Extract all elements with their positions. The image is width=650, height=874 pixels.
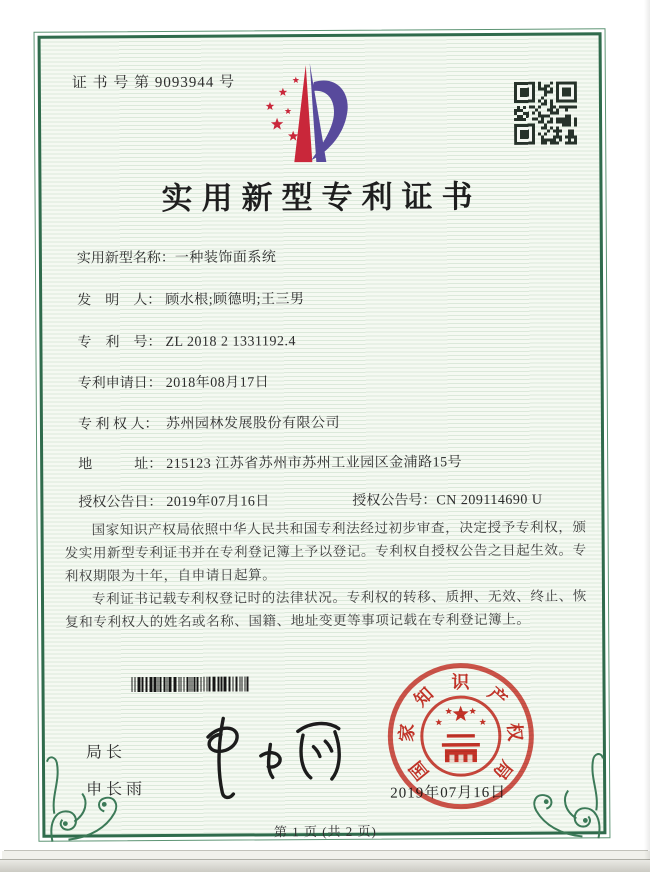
seal-char: 识 — [451, 672, 470, 693]
field-value: CN 209114690 U — [436, 492, 543, 509]
field-value: 顾水根;顾德明;王三男 — [165, 292, 305, 308]
field-row-address — [78, 450, 590, 473]
field-label: 专利申请日： — [77, 375, 162, 392]
paper-edge — [2, 851, 650, 859]
barcode — [131, 676, 249, 692]
signer-name: 申长雨 — [86, 781, 147, 799]
seal-char: 家 — [396, 723, 418, 743]
field-row-filing-date — [78, 369, 590, 392]
field-label: 地 址： — [78, 456, 163, 473]
qr-code — [514, 81, 577, 144]
seal-char: 国 — [405, 757, 433, 784]
field-row-patent-number — [77, 328, 589, 351]
seal-char: 权 — [504, 722, 526, 742]
seal-char: 局 — [489, 756, 517, 784]
certificate-number: 证 书 号 第 9093944 号 — [71, 74, 236, 92]
seal-char: 知 — [410, 683, 438, 711]
legal-text — [64, 515, 587, 633]
field-row-name — [77, 244, 589, 267]
field-label: 专 利 权 人： — [77, 417, 159, 433]
certificate-title: 实用新型专利证书 — [161, 179, 482, 216]
field-value: 2019年07月16日 — [166, 494, 270, 510]
cnipa-patent-logo-icon — [250, 62, 351, 168]
page-number: 第 1 页 (共 2 页) — [273, 823, 377, 840]
grant-number-pair — [352, 489, 542, 510]
field-label: 实用新型名称： — [76, 250, 175, 267]
field-label: 授权公告号： — [352, 493, 437, 509]
field-value: 苏州园林发展股份有限公司 — [165, 415, 340, 432]
field-row-patentee — [78, 410, 590, 433]
field-value: 2018年08月17日 — [165, 375, 270, 391]
field-value: 215123 江苏省苏州市苏州工业园区金浦路15号 — [166, 455, 463, 472]
field-value: ZL 2018 2 1331192.4 — [165, 334, 297, 350]
scan-shadow — [0, 860, 650, 872]
field-label: 发 明 人： — [77, 292, 162, 309]
scan-shadow — [644, 0, 650, 860]
legal-paragraph: 专利证书记载专利权登记时的法律状况。专利权的转移、质押、无效、终止、恢复和专利权人的姓名或名称、国籍、地址变更等事项记载在专利登记簿上。 — [65, 588, 588, 630]
field-label: 专 利 号： — [77, 334, 162, 351]
field-label: 授权公告日： — [78, 494, 163, 511]
seal-date: 2019年07月16日 — [390, 784, 507, 802]
field-row-grant-date — [78, 488, 590, 511]
signer-title: 局长 — [85, 744, 126, 762]
field-value: 一种装饰面系统 — [174, 250, 277, 266]
seal-char: 产 — [484, 683, 511, 710]
field-row-inventors — [77, 286, 589, 309]
signature-handwriting — [185, 707, 364, 812]
legal-paragraph: 国家知识产权局依照中华人民共和国专利法经过初步审查，决定授予专利权，颁发实用新型专利证书并在专利登记簿上予以登记。专利权自授权公告之日起生效。专利权期限为十年，自申请日起算。 — [64, 519, 587, 584]
